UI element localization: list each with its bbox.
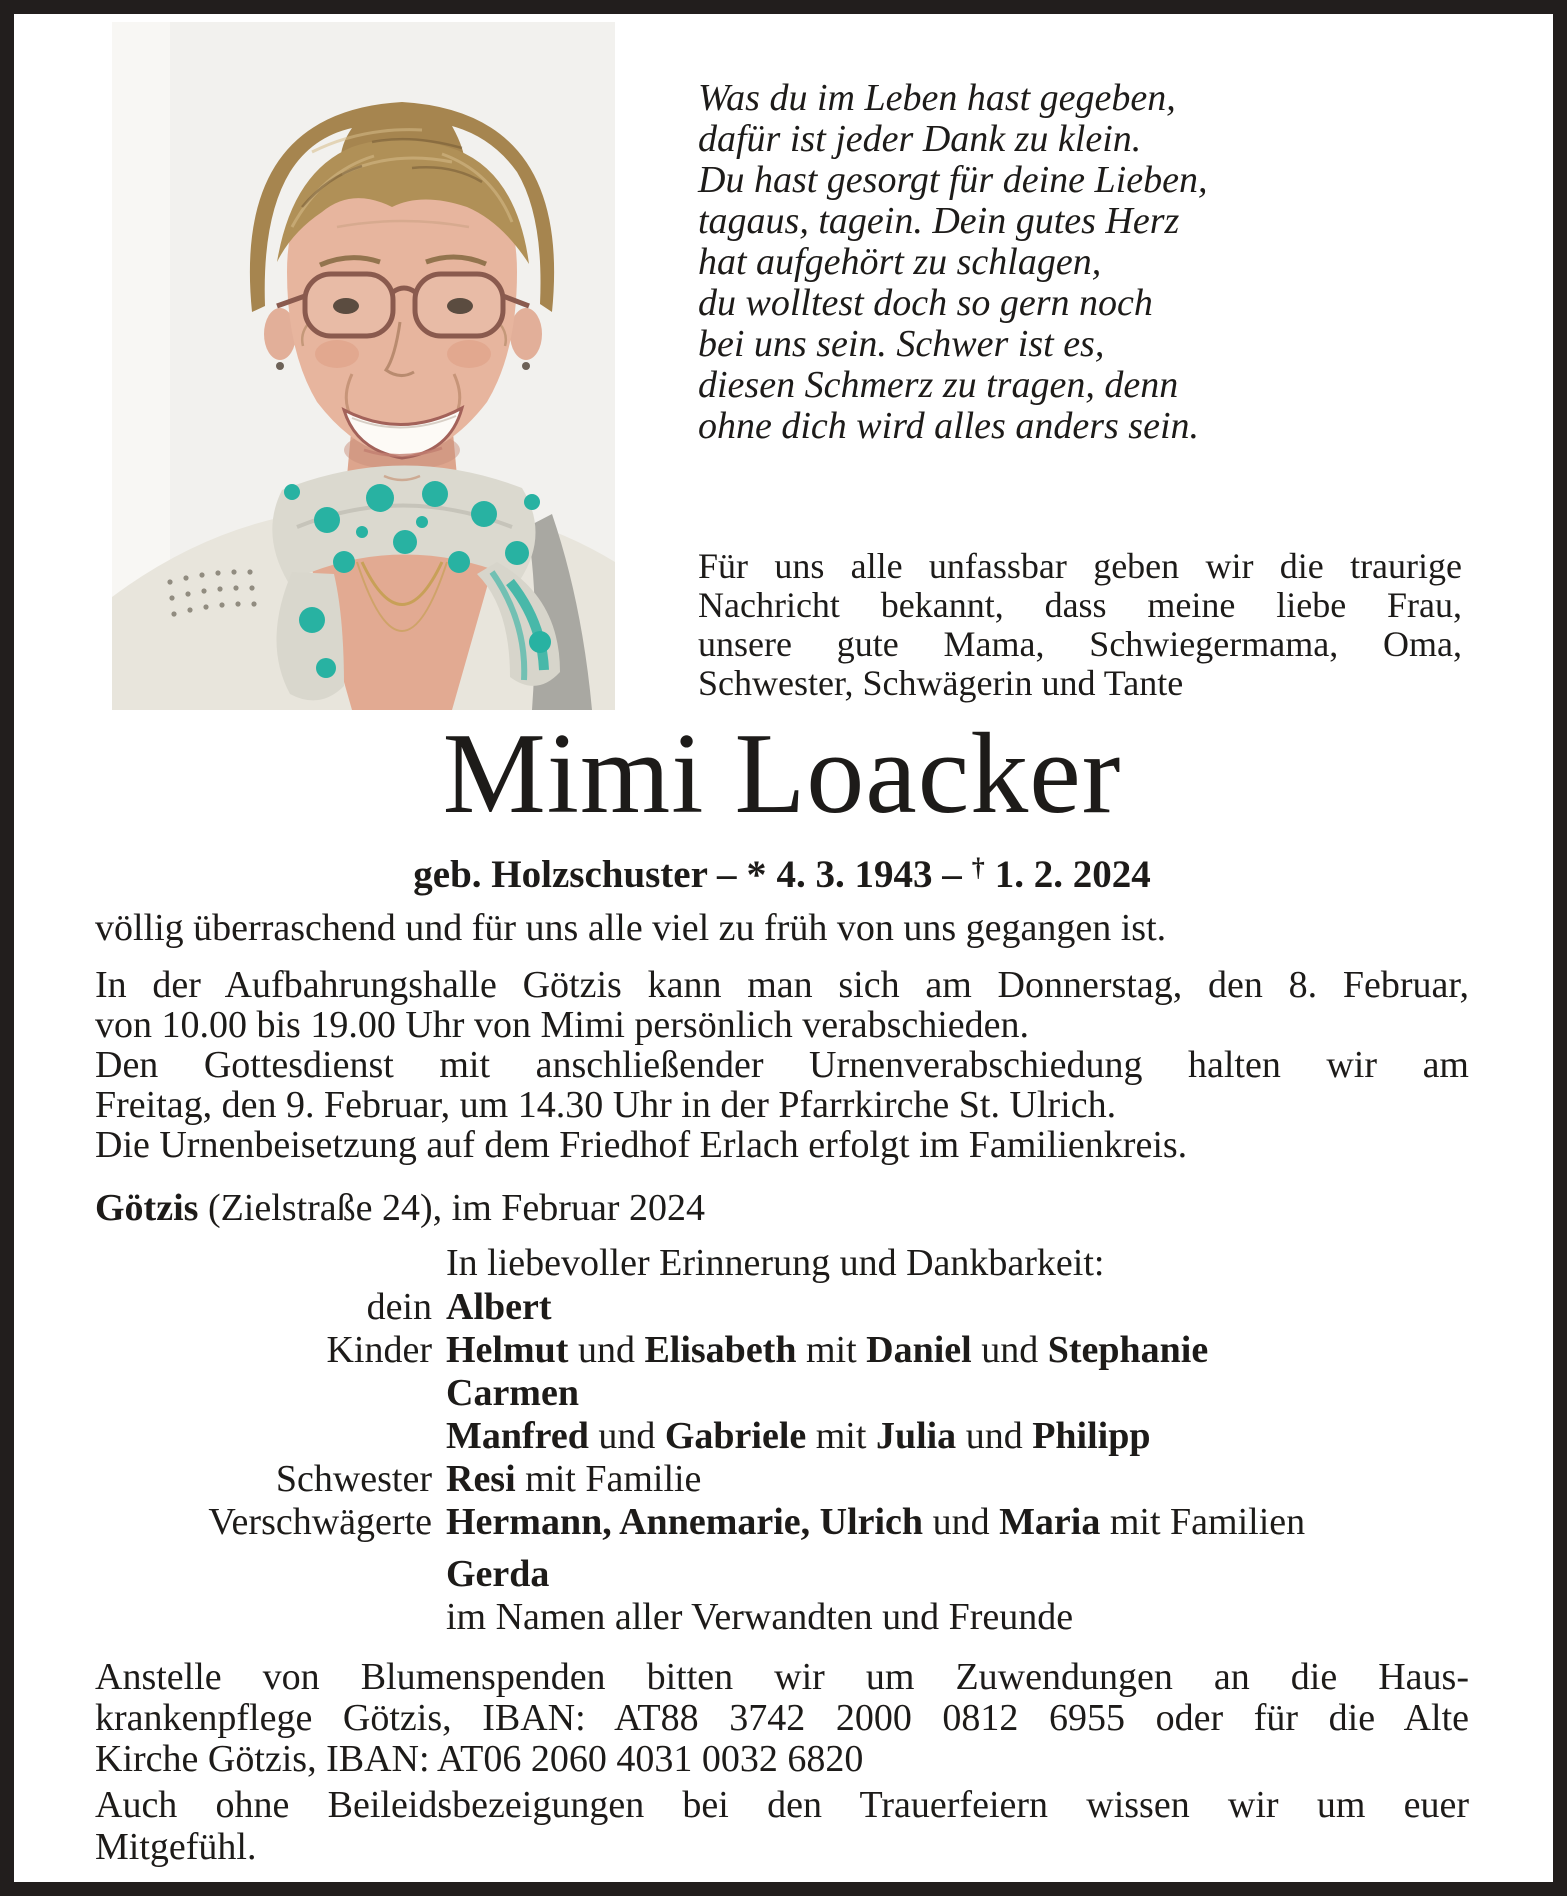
- connector-text: und: [923, 1501, 1000, 1543]
- mourner-label: [95, 1553, 432, 1596]
- mourner-name: Elisabeth: [644, 1329, 797, 1371]
- dateline-text: (Zielstraße 24), im Februar 2024: [198, 1187, 705, 1229]
- poem-line: du wolltest doch so gern noch: [698, 282, 1153, 324]
- funeral-detail-line: Den Gottesdienst mit anschließender Urnenverabschiedung halten wir am: [95, 1044, 1469, 1086]
- funeral-detail-line: von 10.00 bis 19.00 Uhr von Mimi persönlich verabschieden.: [95, 1004, 1030, 1046]
- mourner-names: [446, 1415, 1469, 1458]
- birth-date: 4. 3. 1943 –: [776, 853, 962, 896]
- dateline-place: Götzis: [95, 1187, 199, 1229]
- mourner-row: [95, 1372, 1469, 1415]
- announcement-line: Schwester, Schwägerin und Tante: [698, 663, 1184, 703]
- mourner-name: Maria: [999, 1501, 1101, 1543]
- mourner-label: Kinder: [326, 1329, 432, 1371]
- dateline: [95, 1188, 1469, 1228]
- donation-line: Kirche Götzis, IBAN: AT06 2060 4031 0032 6820: [95, 1738, 864, 1780]
- funeral-detail-line: Die Urnenbeisetzung auf dem Friedhof Erlach erfolgt im Familienkreis.: [95, 1124, 1188, 1166]
- farewell-line: völlig überraschend und für uns alle viel zu früh von uns gegangen ist.: [95, 907, 1167, 949]
- connector-text: und: [568, 1329, 645, 1371]
- funeral-detail-line: In der Aufbahrungshalle Götzis kann man sich am Donnerstag, den 8. Februar,: [95, 964, 1469, 1006]
- poem-line: diesen Schmerz zu tragen, denn: [698, 364, 1179, 406]
- maiden-name: geb. Holzschuster –: [413, 853, 737, 896]
- death-cross-icon: †: [971, 853, 985, 882]
- deceased-name: Mimi Loacker: [442, 710, 1122, 838]
- donation-line: Anstelle von Blumenspenden bitten wir um Zuwendungen an die Haus-: [95, 1656, 1469, 1698]
- mourner-names: [446, 1501, 1469, 1544]
- connector-text: mit: [796, 1329, 867, 1371]
- poem-line: Du hast gesorgt für deine Lieben,: [698, 159, 1208, 201]
- poem-line: tagaus, tagein. Dein gutes Herz: [698, 200, 1180, 242]
- remembrance-heading: In liebevoller Erinnerung und Dankbarkeit:: [446, 1242, 1105, 1284]
- vitals-line: [95, 850, 1469, 897]
- mourner-names: [446, 1553, 1469, 1596]
- mourner-row: [95, 1458, 1469, 1501]
- mourner-name: Resi: [446, 1458, 516, 1500]
- mourner-label: [95, 1372, 432, 1415]
- mourner-name: Stephanie: [1047, 1329, 1209, 1371]
- portrait-photo-illustration: [112, 22, 615, 710]
- mourner-label: dein: [366, 1286, 432, 1328]
- death-date: 1. 2. 2024: [994, 853, 1151, 896]
- donation-line: krankenpflege Götzis, IBAN: AT88 3742 2000 0812 6955 oder für die Alte: [95, 1697, 1469, 1739]
- mourner-name: Daniel: [866, 1329, 972, 1371]
- condolence-note: [95, 1784, 1469, 1868]
- closing-family-text: im Namen aller Verwandten und Freunde: [446, 1596, 1074, 1638]
- connector-text: und: [971, 1329, 1048, 1371]
- funeral-details: [95, 965, 1469, 1165]
- connector-text: mit Familien: [1100, 1501, 1306, 1543]
- mourner-row: [95, 1596, 1469, 1639]
- mourner-label: [95, 1415, 432, 1458]
- mourner-row: [95, 1415, 1469, 1458]
- portrait-photo: [112, 22, 615, 710]
- mourner-label: Verschwägerte: [208, 1501, 432, 1543]
- birth-star-icon: *: [746, 852, 767, 897]
- connector-text: und: [588, 1415, 665, 1457]
- mourner-name: Gerda: [446, 1553, 550, 1595]
- connector-text: und: [956, 1415, 1033, 1457]
- connector-text: mit Familie: [515, 1458, 702, 1500]
- poem-line: Was du im Leben hast gegeben,: [698, 77, 1176, 119]
- mourner-name: Philipp: [1032, 1415, 1151, 1457]
- mourner-names: [446, 1372, 1469, 1415]
- connector-text: mit: [806, 1415, 876, 1457]
- mourner-label: Schwester: [275, 1458, 432, 1500]
- announcement-line: unsere gute Mama, Schwiegermama, Oma,: [698, 624, 1462, 664]
- mourner-name: Julia: [875, 1415, 957, 1457]
- announcement-line: Nachricht bekannt, dass meine liebe Frau,: [698, 585, 1462, 625]
- poem-line: hat aufgehört zu schlagen,: [698, 241, 1102, 283]
- mourner-name: Carmen: [446, 1372, 579, 1414]
- mourner-name: Albert: [446, 1286, 552, 1328]
- donation-paragraph: [95, 1657, 1469, 1780]
- mourner-names: [446, 1286, 1469, 1329]
- announcement-line: Für uns alle unfassbar geben wir die traurige: [698, 546, 1462, 586]
- mourner-names: [446, 1329, 1469, 1372]
- mourner-row: [95, 1553, 1469, 1596]
- memorial-poem: [698, 78, 1478, 447]
- poem-line: dafür ist jeder Dank zu klein.: [698, 118, 1142, 160]
- condolence-line: Mitgefühl.: [95, 1826, 257, 1868]
- mourners-list: [95, 1286, 1469, 1639]
- mourner-name: Helmut: [446, 1329, 569, 1371]
- funeral-detail-line: Freitag, den 9. Februar, um 14.30 Uhr in der Pfarrkirche St. Ulrich.: [95, 1084, 1117, 1126]
- mourner-row: [95, 1501, 1469, 1544]
- mourner-row: [95, 1286, 1469, 1329]
- mourner-row: [95, 1329, 1469, 1372]
- mourner-names: [446, 1458, 1469, 1501]
- announcement-paragraph: [698, 547, 1462, 703]
- mourner-name: Hermann, Annemarie, Ulrich: [446, 1501, 924, 1543]
- mourner-names: [446, 1596, 1469, 1639]
- mourner-name: Gabriele: [664, 1415, 807, 1457]
- mourner-name: Manfred: [446, 1415, 589, 1457]
- poem-line: bei uns sein. Schwer ist es,: [698, 323, 1105, 365]
- mourner-label: [95, 1596, 432, 1639]
- poem-line: ohne dich wird alles anders sein.: [698, 405, 1199, 447]
- condolence-line: Auch ohne Beileidsbezeigungen bei den Trauerfeiern wissen wir um euer: [95, 1784, 1469, 1826]
